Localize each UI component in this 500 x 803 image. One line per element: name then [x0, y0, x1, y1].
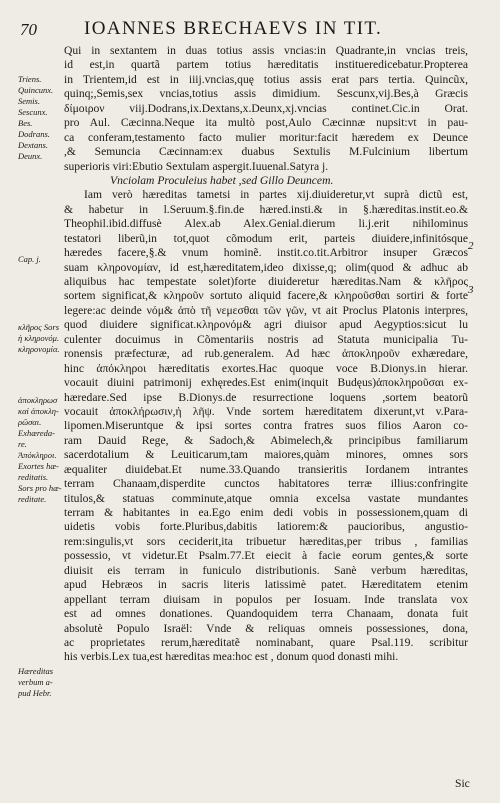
marginal-note-fractions	[18, 74, 70, 162]
text-line: superioris viri:Ebutio Sextulam aspergit.Iuuenal.Satyra j.	[64, 159, 329, 173]
text-line: terram & habitantes in ea.Ego enim dedi vobis in possessionem,quam di	[64, 506, 468, 519]
marginal-mark: 2	[468, 240, 474, 252]
text-line: δίμοιρον viij.Dodrans,ix.Dextans,x.Deunx,xj.vncias continet.Cic.in Orat.	[64, 101, 468, 115]
marginal-note-line: Bes.	[18, 118, 33, 128]
text-line: ac proprietates rerum,hæreditatẽ nominabant, quare Psal.119. scribitur	[64, 635, 468, 649]
text-line: quod diuidere significat.κληρονόμ& agri diuisor apud Aegyptios:sicut lu	[64, 318, 468, 332]
text-line: hinc ἀπόκληροι hæreditatis exortes.Hac quoque voce B.Dionys.in hierar.	[64, 361, 468, 375]
marginal-note-line: Triens.	[18, 74, 42, 84]
catchword: Sic	[455, 777, 470, 790]
page-header	[0, 18, 500, 44]
text-line: in Trientem,id est in iiij.vncias,quę totius assis erat pars tertia. Quincũx,	[64, 72, 468, 86]
text-line: quinq;,Semis,sex vncias,totius assis dimidium. Sescunx,vij.Bes,à Græcis	[64, 87, 468, 101]
marginal-note-line: ἡ κληρονόμ.	[18, 333, 60, 343]
text-line: culenter docuimus in Cõmentariis nostris ad Statuta municipalia Tu-	[64, 332, 468, 346]
marginal-note-line: ρῶσαι.	[18, 417, 42, 427]
text-line: Qui in sextantem in duas totius assis vncias:in Quadrante,in vncias treis,	[64, 44, 468, 57]
text-line: & habetur in l.Seruum.§.fin.de hæred.insti.& in §.hæreditas.instit.eo.&	[64, 202, 468, 216]
text-line: sortem significat,& κληροῦν sortuto aliquid facere,& κληροῦσθαι sortiri & forte	[64, 289, 468, 303]
text-line: hæredes facere,§.& vnum hominẽ. instit.co.tit.Arbitror insuper Græcos	[64, 246, 468, 260]
text-line: absolutè Populo Israël: Vnde & reliquas omneis possessiones, dona,	[64, 621, 468, 635]
marginal-note-line: Exortes hæ-	[18, 461, 59, 471]
text-line: ,& Semuncia Cæcinnam:ex duabus Sextulis M.Fulcinium libertum	[64, 145, 468, 159]
text-line: vocauit ἀποκλήρωσιν,ἡ λῆψ. Vnde sortem hæreditatem dixerunt,vt v.Para-	[64, 404, 468, 418]
marginal-note-line: Dextans.	[18, 140, 48, 150]
text-line: suam κληρονομίαν, id est,hæreditatem,ideo dixisse,q; olim(quod & adhuc ab	[64, 260, 468, 274]
marginal-note-line: Exhæreda-	[18, 428, 55, 438]
text-line: diuisit eis terram in funiculo distributionis. Sanè verbum hæreditas,	[64, 563, 468, 577]
marginal-note-line: Sors pro hæ-	[18, 483, 62, 493]
marginal-note-line: Dodrans.	[18, 129, 50, 139]
text-line: aliquibus hac tempestate solet)forte diuideretur hæreditas.Nam & κλῆρος	[64, 275, 468, 288]
text-line: ca conferam,testamento facto mulier moritur:facit hæredem ex Deunce	[64, 130, 468, 144]
text-line: ram Dauid Rege, & Sadoch,& Abimelech,& principibus familiarum	[64, 433, 468, 447]
text-line: testatori liberũ,in tot,quot cõmodum erit, parteis diuidere,infinitósque	[64, 231, 468, 245]
marginal-note-line: reditate.	[18, 494, 47, 504]
text-line: Iam verò hæreditas tametsi in partes xij.diuideretur,vt suprà dictũ est,	[84, 188, 468, 202]
running-title: IOANNES BRECHAEVS IN TIT.	[84, 18, 383, 39]
text-line: vocauit diuini patrimonij exhęredes.Est enim(inquit Budęus)ἀποκληροῦσαι ex-	[64, 376, 468, 390]
text-line: lipomen.Miseruntque & ipsi sortes contra fratres suos filios Aaron co-	[64, 419, 468, 433]
text-line: terram Chanaam,disperdite cunctos habitatores terræ illius:confringite	[64, 477, 468, 491]
text-line: æqualiter diuidebat.Et nume.33.Quando transieritis Iordanem intrantes	[64, 462, 468, 476]
text-line: apud Hebræos in sacris literis latissimè patet. Hæreditatem etenim	[64, 578, 468, 592]
text-line: Theophil.ibid.diffusè Alex.ab Alex.Genial.dierum li.j.erit nihilominus	[64, 217, 468, 231]
text-line: uidetis vobis forte.Pluribus,dabitis latiorem:& paucioribus, angustio-	[64, 520, 468, 534]
marginal-note-line: verbum a-	[18, 677, 53, 687]
text-line: rem:singulis,vt sors ceciderit,ita tribuetur hæreditas,per tribus , familias	[64, 534, 468, 548]
marginal-note-line: κλῆρος Sors	[18, 322, 59, 332]
text-line: id est,in quartã partem totius hæreditatis institueredicebatur.Propterea	[64, 58, 468, 72]
marginal-note-line: Quincunx.	[18, 85, 54, 95]
marginal-note-line: Hæreditas	[18, 666, 54, 676]
marginal-note-line: pud Hebr.	[18, 688, 52, 698]
marginal-mark: 3	[468, 284, 474, 296]
text-line: his verbis.Lex tua,est hæreditas mea:hoc est , donum quod donasti mihi.	[64, 650, 399, 664]
text-line: legere:ac deinde νόμ& ἀπὸ τῆ νεμεσθαι τῶν γῶν, vt ait Proclus Platonis interpres,	[64, 303, 468, 317]
body-text	[64, 44, 468, 665]
marginal-note-line: καὶ ἀποκλη-	[18, 406, 59, 416]
marginal-note-line: reditatis.	[18, 472, 49, 482]
marginal-note-line: κληρονομία.	[18, 344, 60, 354]
marginal-note-line: Semis.	[18, 96, 40, 106]
marginal-note-exhaeredare	[18, 395, 70, 505]
text-line: hæredare.Sed ipse B.Dionys.de resurrectione loquens ,sortem beatorũ	[64, 390, 468, 404]
text-line: sacerdotalium & Leuiticarum,tam maiores,quàm minores, omnes sors	[64, 448, 468, 462]
marginal-note-line: Deunx.	[18, 151, 43, 161]
marginal-note-line: ἀποκληρωσ	[18, 395, 58, 405]
text-line: pro Aul. Cæcinna.Neque ita multò post,Aulo Cæcinnæ nupsit:vt in pau-	[64, 116, 468, 130]
marginal-note-hebrew	[18, 666, 70, 699]
text-line: est ad omnes donationes. Quandoquidem terra Chanaam, donata fuit	[64, 607, 468, 621]
marginal-note-line: Sescunx.	[18, 107, 48, 117]
marginal-note-line: Ἀπόκληροι.	[18, 450, 57, 460]
page-number: 70	[20, 20, 37, 39]
verse-quotation: Vnciolam Proculeius habet ,sed Gillo Deuncem.	[110, 173, 334, 187]
marginal-note-kleros	[18, 322, 70, 355]
marginal-note-line: Cap. j.	[18, 254, 41, 264]
marginal-note-chapter	[18, 254, 70, 265]
text-line: ronensis præfecturæ, ad rub.generalem. Ad hæc ἀποκληροῦν exhæredare,	[64, 347, 468, 361]
marginal-note-line: re.	[18, 439, 27, 449]
text-line: possessio, vt videtur.Et Psalm.77.Et eiecit à facie eorum gentes,& sorte	[64, 549, 468, 563]
text-line: appellant terram diuisam in populos per Iosuam. Inde translata vox	[64, 592, 468, 606]
text-line: titulos,& statuas comminute,atque omnia excelsa vastate mundantes	[64, 491, 468, 505]
